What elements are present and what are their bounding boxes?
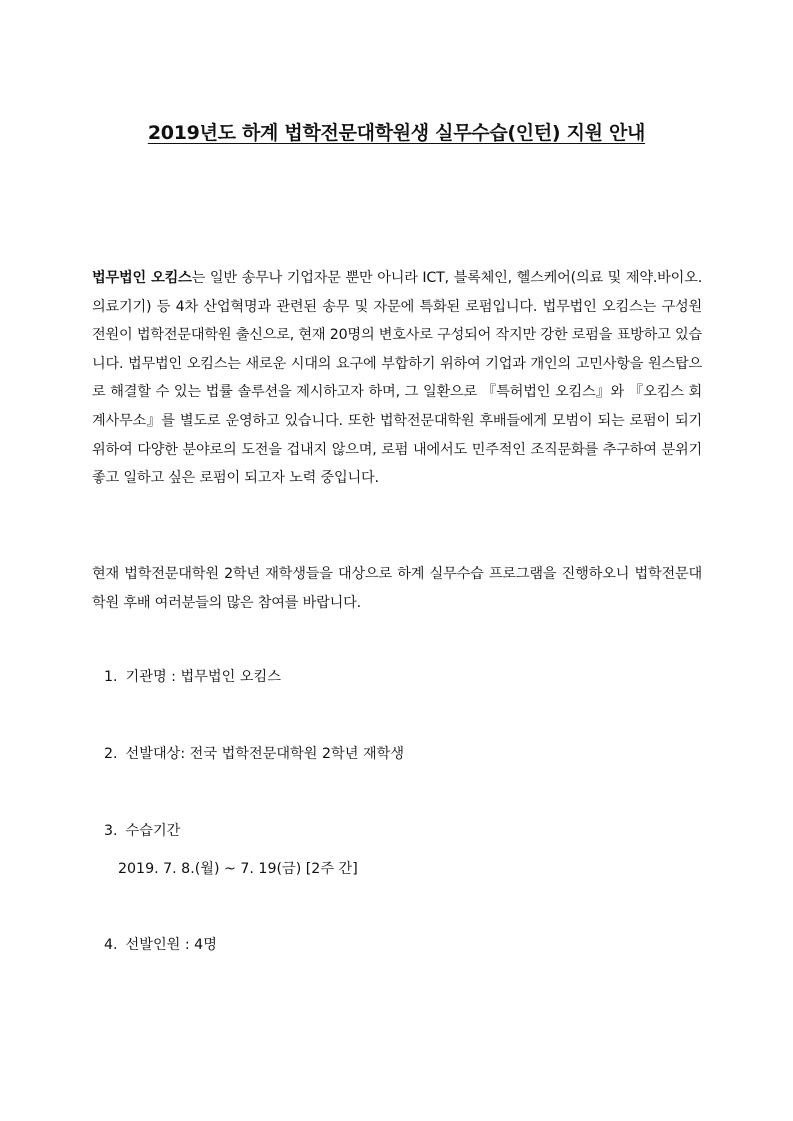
- firm-name: 법무법인 오킴스: [92, 270, 192, 286]
- list-item-period: [104, 820, 180, 842]
- intro-paragraph: [92, 264, 702, 493]
- list-item-eligibility: [104, 743, 404, 765]
- item-number: 4.: [104, 937, 118, 953]
- period-dates: 2019. 7. 8.(월) ~ 7. 19(금) [2주 간]: [118, 861, 358, 877]
- intro-text: 는 일반 송무나 기업자문 뿐만 아니라 ICT, 블록체인, 헬스케어(의료 및 제약.바이오.의료기기) 등 4차 산업혁명과 관련된 송무 및 자문에 특화된 로펌입니다. 법무법인 오킴스는 구성원 전원이 법학전문대학원 출신으로, 현재 20명의 변호사로 구성되어 작지만 강한 로펌을 표방하고 있습니다. 법무법인 오킴스는 새로운 시대의 요구에 부합하기 위하여 기업과 개인의 고민사항을 원스탑으로 해결할 수 있는 법률 솔루션을 제시하고자 하며, 그 일환으로 『특허법인 오킴스』와 『오킴스 회계사무소』를 별도로 운영하고 있습니다. 또한 법학전문대학원 후배들에게 모범이 되는 로펌이 되기 위하여 다양한 분야로의 도전을 겁내지 않으며, 로펌 내에서도 민주적인 조직문화를 추구하여 분위기 좋고 일하고 싶은 로펌이 되고자 노력 중입니다.: [92, 270, 702, 487]
- item-text: 기관명 : 법무법인 오킴스: [125, 669, 281, 685]
- item-number: 3.: [104, 823, 118, 839]
- invitation-paragraph: 현재 법학전문대학원 2학년 재학생들을 대상으로 하계 실무수습 프로그램을 진행하오니 법학전문대학원 후배 여러분들의 많은 참여를 바랍니다.: [92, 566, 702, 611]
- list-item-institution: [104, 666, 281, 688]
- item-number: 2.: [104, 746, 118, 762]
- page-title: 2019년도 하계 법학전문대학원생 실무수습(인턴) 지원 안내: [147, 122, 646, 144]
- item-text: 선발인원 : 4명: [125, 937, 217, 953]
- list-item-headcount: [104, 934, 217, 956]
- item-text: 선발대상: 전국 법학전문대학원 2학년 재학생: [125, 746, 405, 762]
- item-number: 1.: [104, 669, 118, 685]
- item-text: 수습기간: [125, 823, 181, 839]
